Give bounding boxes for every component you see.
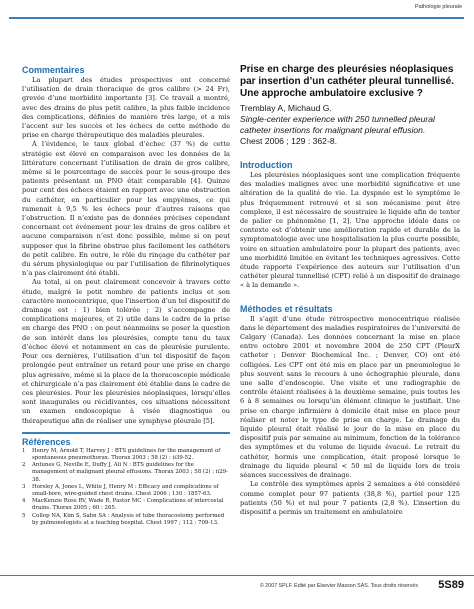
header-rule	[9, 17, 464, 19]
article-source: Chest 2006 ; 129 : 362-8.	[240, 136, 337, 146]
right-column	[240, 64, 460, 517]
section-title-comments: Commentaires	[22, 65, 85, 75]
article-authors: Tremblay A, Michaud G.	[240, 103, 332, 113]
section-title-methods: Méthodes et résultats	[240, 303, 333, 314]
paragraph: Au total, si on peut clairement concevoir à travers cette étude, malgré le petit nombre de patients inclus et son caractère monocentrique, que l’insertion d’un tel dispositif de drainage est : 1) bien tolérée ; 2) s’accompagne de complications majeures, et 2) utile dans le cadre de la prise en charge des PNO : on peut néanmoins se poser la question de son intérêt dans les pleurésies, compte tenu du taux d’échec élevé et notamment en cas de pleurésie purulente. Pour ces dernières, l’utilisation d’un tel dispositif de façon prolongée peut entraîner un retard pour une prise en charge plus agressive, même si la place de la thoracoscopie médicale et chirurgicale n’a pas clairement été établie dans le cadre de ces pleurésies. Pour les pleurésies néoplasiques, lorsqu’elles sont inaugurales ou récidivantes, ces situations nécessitent un examen endoscopique à visée diagnostique ou thérapeutique afin de réaliser une symphyse pleurale [5].	[22, 278, 230, 425]
paragraph: La plupart des études prospectives ont concerné l’utilisation de drain thoracique de gros calibre (> 24 Fr), grevée d’une morbidité importante [3]. Ce travail a montré, avec des drains de plus petit calibre, la plus faible incidence des complications, définies de manière très large, et a mis l’accent sur les succès et les échecs de cette méthode de prise en charge thérapeutique des maladies pleurales.	[22, 76, 230, 140]
reference-item	[22, 462, 230, 484]
reference-item	[22, 513, 230, 527]
paragraph: Les pleurésies néoplasiques sont une complication fréquente des maladies malignes avec une morbidité significative et une altération de la qualité de vie. La dyspnée est le symptôme le plus fréquemment retrouvé et si son mécanisme peut être complexe, il est nécessaire de soustraire le liquide afin de tenter de palier ce phénomène [1, 2]. Une approche idéale dans ce contexte est d’obtenir une amélioration rapide et durable de la symptomatologie avec une hospitalisation la plus courte possible, voire en situation ambulatoire pour la plupart des patients, avec une morbidité limitée en évitant les techniques agressives. Cette étude rapporte l’expérience des auteurs sur l’utilisation d’un cathéter pleural tunnellisé (CPT) relié à un dispositif de drainage « à la demande ».	[240, 171, 460, 290]
reference-item	[22, 448, 230, 462]
reference-number: 2	[22, 462, 26, 469]
reference-item	[22, 498, 230, 512]
section-title-introduction: Introduction	[240, 160, 293, 170]
paragraph: À l’évidence, le taux global d’échec (37 %) de cette stratégie est élevé en comparaison avec les données de la littérature concernant l’utilisation de drain de gros calibre, même si le pourcentage de succès pour le sous-groupe des patients présentant un PNO était comparable [4]. Quinze pour cent des échecs étaient en rapport avec une obstruction du cathéter, en particulier pour les empyèmes, ce qui ramenait à 9,5 % les échecs pour d’autres raisons que l’obstruction. Il n’existe pas de données précises cependant concernant cet événement pour les drains de gros calibre et aucune comparaison n’est donc possible, même si on peut supposer que la fibrine obstrue plus facilement les cathéters de petit calibre. En outre, le rôle du rinçage du cathéter par du sérum physiologique ou par l’utilisation de fibrinolytiques n’a pas clairement été établi.	[22, 140, 230, 278]
reference-text: Antunes G, Neville E, Duffy J, Ali N : BTS guidelines for the management of malignant pleural effusions. Thorax 2003 ; 58 (2) : ii29-38.	[32, 462, 228, 483]
section-title-references: Références	[22, 432, 230, 448]
left-column	[22, 64, 230, 527]
reference-text: Collop NA, Kim S, Sahn SA : Analysis of tube thoracostomy performed by pulmonologists at a teaching hospital. Chest 1997 ; 112 : 709-13.	[32, 512, 225, 526]
article-title: Prise en charge des pleurésies néoplasiques par insertion d’un cathéter pleural tunnellisé. Une approche ambulatoire exclusive ?	[240, 64, 454, 99]
running-header: Pathologie pleurale	[414, 4, 462, 10]
reference-text: MacKenzie Ross RV, Wade R, Pastor MC : Complications of intercostal drains. Thorax 2005 ; 60 : 265.	[32, 498, 224, 512]
reference-number: 3	[22, 483, 26, 490]
reference-number: 1	[22, 447, 26, 454]
copyright-notice: © 2007 SPLF. Édité par Elsevier Masson SAS. Tous droits réservés	[259, 583, 418, 589]
page-number: 5S89	[438, 579, 464, 591]
paragraph: Le contrôle des symptômes après 2 semaines a été considéré comme complet pour 97 patients (38,8 %), partiel pour 125 patients (50 %) et nul pour 7 patients (2,8 %). L’insertion du dispositif a permis un traitement en ambulatoire	[240, 480, 460, 516]
reference-text: Horsley A, Jones L, White J, Henry M : Efficacy and complications of small-bore, wire-guided chest drains. Chest 2006 ; 130 : 1857-63.	[32, 483, 219, 497]
reference-number: 5	[22, 512, 26, 519]
paragraph: Il s’agit d’une étude rétrospective monocentrique réalisée dans le département des maladies respiratoires de l’université de Calgary (Canada). Les données concernant la mise en place entre octobre 2001 et novembre 2004 de 250 CPT (PleurX catheter ; Denver Biochemical Inc. ; Denver, CO) ont été colligées. Les CPT ont été mis en place par un pneumologue le plus souvent sans le recours à une échographie pleurale, dans une salle d’endoscopie. Une visite et une radiographie de contrôle étaient réalisées à la deuxième semaine, puis toutes les 6 à 8 semaines ou lorsqu’un élément clinique le justifiait. Une prise en charge infirmière à domicile était mise en place pour réaliser et noter le type de prise en charge. Le drainage du liquide pleural était réalisé le jour de la mise en place du dispositif puis par semaine au minimum, fonction de la tolérance des symptômes et du volume de liquide évacué. Le retrait du cathéter, hormis une complication, était proposé lorsque le drainage du liquide pleural < 50 ml de liquide lors de trois séances successives de drainage.	[240, 314, 460, 480]
reference-item	[22, 484, 230, 498]
reference-number: 4	[22, 498, 26, 505]
article-english-title: Single-center experience with 250 tunnelled pleural catheter insertions for malignant pleural effusion.	[240, 114, 435, 135]
reference-text: Henry M, Arnold T, Harvey J : BTS guidelines for the management of spontaneous pneumothorax. Thorax 2003 ; 58 (2) : ii39-52.	[32, 447, 221, 461]
